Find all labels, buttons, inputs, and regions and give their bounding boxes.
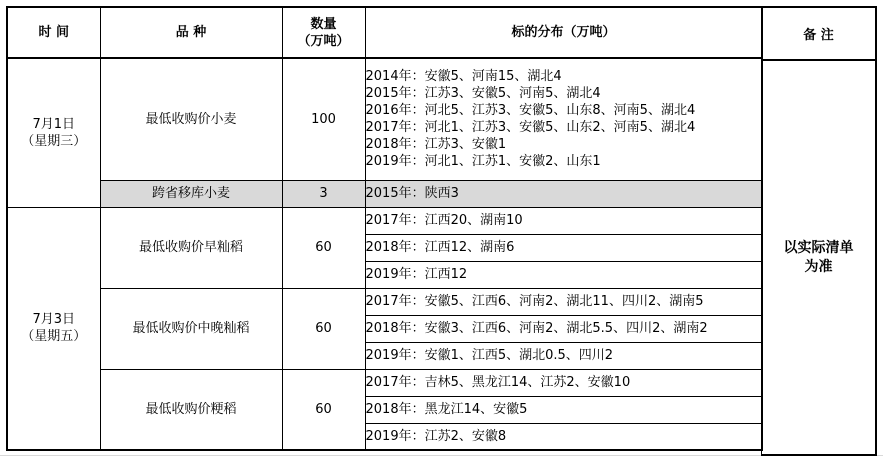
distribution-cell: 2019年：安徽1、江西5、湖北0.5、四川2	[365, 342, 762, 369]
distribution-cell: 2018年：安徽3、江西6、河南2、湖北5.5、四川2、湖南2	[365, 315, 762, 342]
variety-cell: 跨省移库小麦	[100, 180, 282, 207]
quantity-cell: 100	[282, 58, 365, 180]
quantity-cell: 60	[282, 288, 365, 369]
date-cell	[7, 58, 100, 207]
distribution-line: 2016年：河北5、江苏3、安徽5、山东8、河南5、湖北4	[365, 103, 696, 119]
remark-line1: 以实际清单	[783, 239, 854, 256]
distribution-cell: 2019年：江苏2、安徽8	[365, 423, 762, 450]
distribution-cell: 2017年：江西20、湖南10	[365, 207, 762, 234]
distribution-cell: 2015年：陕西3	[365, 180, 762, 207]
table-row	[7, 288, 762, 315]
header-quantity-line2: （万吨）	[297, 33, 350, 49]
distribution-cell: 2017年：安徽5、江西6、河南2、湖北11、四川2、湖南5	[365, 288, 762, 315]
date-label: 7月1日	[32, 116, 76, 132]
header-quantity	[282, 7, 365, 58]
auction-schedule-table	[6, 6, 763, 451]
quantity-cell: 60	[282, 207, 365, 288]
table-row	[7, 369, 762, 396]
distribution-cell: 2018年：黑龙江14、安徽5	[365, 396, 762, 423]
distribution-line: 2014年：安徽5、河南15、湖北4	[365, 69, 562, 85]
distribution-cell	[365, 58, 762, 180]
header-row	[7, 7, 762, 58]
variety-cell: 最低收购价粳稻	[100, 369, 282, 450]
remark-cell	[762, 60, 877, 455]
variety-cell: 最低收购价小麦	[100, 58, 282, 180]
header-distribution: 标的分布（万吨）	[365, 7, 762, 58]
quantity-cell: 3	[282, 180, 365, 207]
distribution-cell: 2018年：江西12、湖南6	[365, 234, 762, 261]
variety-cell: 最低收购价早籼稻	[100, 207, 282, 288]
variety-cell: 最低收购价中晚籼稻	[100, 288, 282, 369]
table-row	[7, 180, 762, 207]
remark-line2: 为准	[804, 258, 833, 275]
distribution-cell: 2017年：吉林5、黑龙江14、江苏2、安徽10	[365, 369, 762, 396]
header-quantity-line1: 数量	[310, 16, 337, 32]
weekday-label: （星期三）	[21, 133, 87, 149]
quantity-cell: 60	[282, 369, 365, 450]
distribution-line: 2015年：江苏3、安徽5、河南5、湖北4	[365, 86, 601, 102]
header-variety: 品 种	[100, 7, 282, 58]
distribution-cell: 2019年：江西12	[365, 261, 762, 288]
date-label: 7月3日	[32, 312, 76, 328]
header-time: 时 间	[7, 7, 100, 58]
distribution-line: 2018年：江苏3、安徽1	[365, 137, 507, 153]
weekday-label: （星期五）	[21, 329, 87, 345]
table-row	[7, 207, 762, 234]
distribution-line: 2017年：河北1、江苏3、安徽5、山东2、河南5、湖北4	[365, 120, 696, 136]
distribution-line: 2019年：河北1、江苏1、安徽2、山东1	[365, 154, 601, 170]
date-cell	[7, 207, 100, 450]
table-row	[7, 58, 762, 180]
header-remark: 备 注	[762, 7, 877, 60]
remark-column	[761, 6, 877, 456]
